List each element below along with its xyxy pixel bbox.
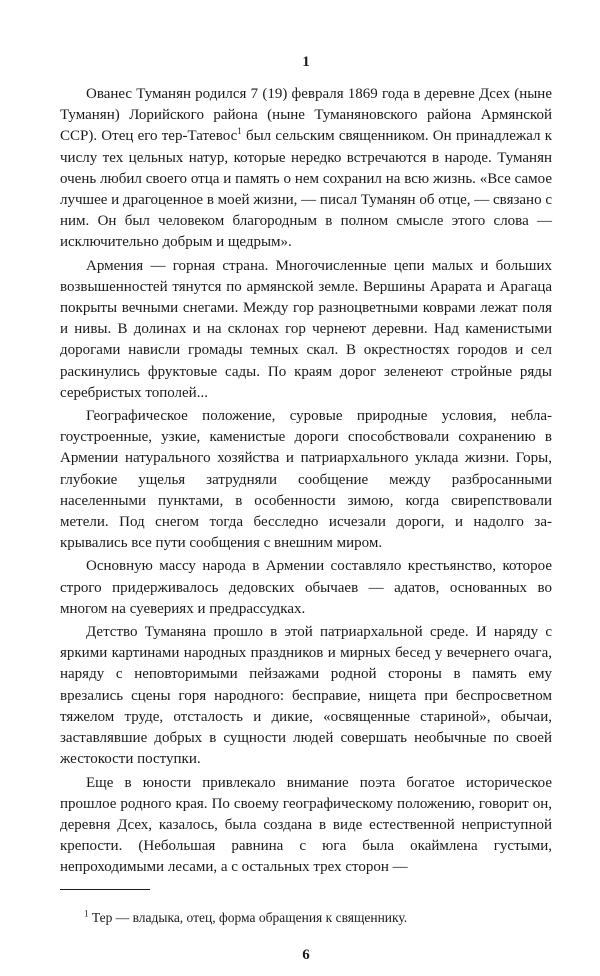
paragraph-1-text-end: был сельским священником. Он принадлежал к числу тех цельных натур, которые нередко встречаются в народе. Туманян очень любил своего отца и память о нем сохранил на всю жизнь. «Все самое лучшее и драгоценное в моей жизни, — писал Туманян об отце, — связано с ним. Он был человеком благородным в полном смысле этого слова — исключительно добрым и щедрым».: [60, 128, 552, 251]
paragraph-2: Армения — горная страна. Многочисленные цепи малых и больших возвышенностей тянутся по армянской земле. Вершины Арарата и Арагаца покрыты вечными снегами. Между гор разноцветными коврами лежат поля и нивы. В долинах и на склонах гор чернеют деревни. Над каменистыми дорогами нависли громады темных скал. В окрестностях городов и сел раскинулись фруктовые сады. По краям дорог зеленеют стройные ряды серебристых тополей...: [60, 257, 552, 401]
page: [60, 52, 552, 965]
footnote-marker: 1: [84, 908, 89, 919]
footnote-ref[interactable]: 1: [237, 126, 242, 137]
paragraph-4: Основную массу народа в Армении составляло крестьянство, которое строго придерживалось дедовских обычаев — адатов, основанных во многом на суевериях и предрассудках.: [60, 558, 552, 617]
footnote-divider: [60, 889, 150, 890]
paragraph-1-text-start: Ованес Туманян родился 7 (19) февраля 1869 года в деревне Дсех (ныне Туманян) Лорийского района (ныне Туманяновского района Армянской ССР). Отец его тер-Татевос: [60, 86, 552, 145]
footnote: [60, 908, 552, 927]
footnote-text: Тер — владыка, отец, форма обращения к священнику.: [88, 909, 408, 925]
paragraph-6: Еще в юности привлекало внимание поэта богатое историческое прошлое родного края. По своему географическому положению, говорит он, деревня Дсех, казалось, была создана в виде естественной неприступной крепости. (Небольшая равнина с юга была окаймлена густыми, непроходимыми лесами, а с остальных трех сторон —: [60, 774, 552, 876]
paragraph-1: [60, 84, 552, 254]
section-number: 1: [302, 54, 310, 70]
page-number: 6: [302, 946, 310, 963]
paragraph-3: Географическое положение, суровые природные условия, неблагоустроенные, узкие, каменистые дороги способствовали сохранению в Армении натурального хозяйства и патриархального уклада жизни. Горы, глубокие ущелья затрудняли сообщение между разбросанными населенными пунктами, в особенности зимою, когда свирепствовали метели. Под снегом тогда бесследно исчезали дороги, и надолго закрывались все пути сообщения с внешним миром.: [60, 408, 552, 552]
paragraph-5: Детство Туманяна прошло в этой патриархальной среде. И наряду с яркими картинами народных праздников и мирных бесед у вечернего очага, наряду с неповторимыми пейзажами родной стороны в память ему врезались сцены горя народного: бесправие, нищета при беспросветном тяжелом труде, отсталость и дикие, «освященные стариной», обычаи, заставлявшие добрых в сущности людей совершать необычные по своей жестокости поступки.: [60, 624, 552, 768]
